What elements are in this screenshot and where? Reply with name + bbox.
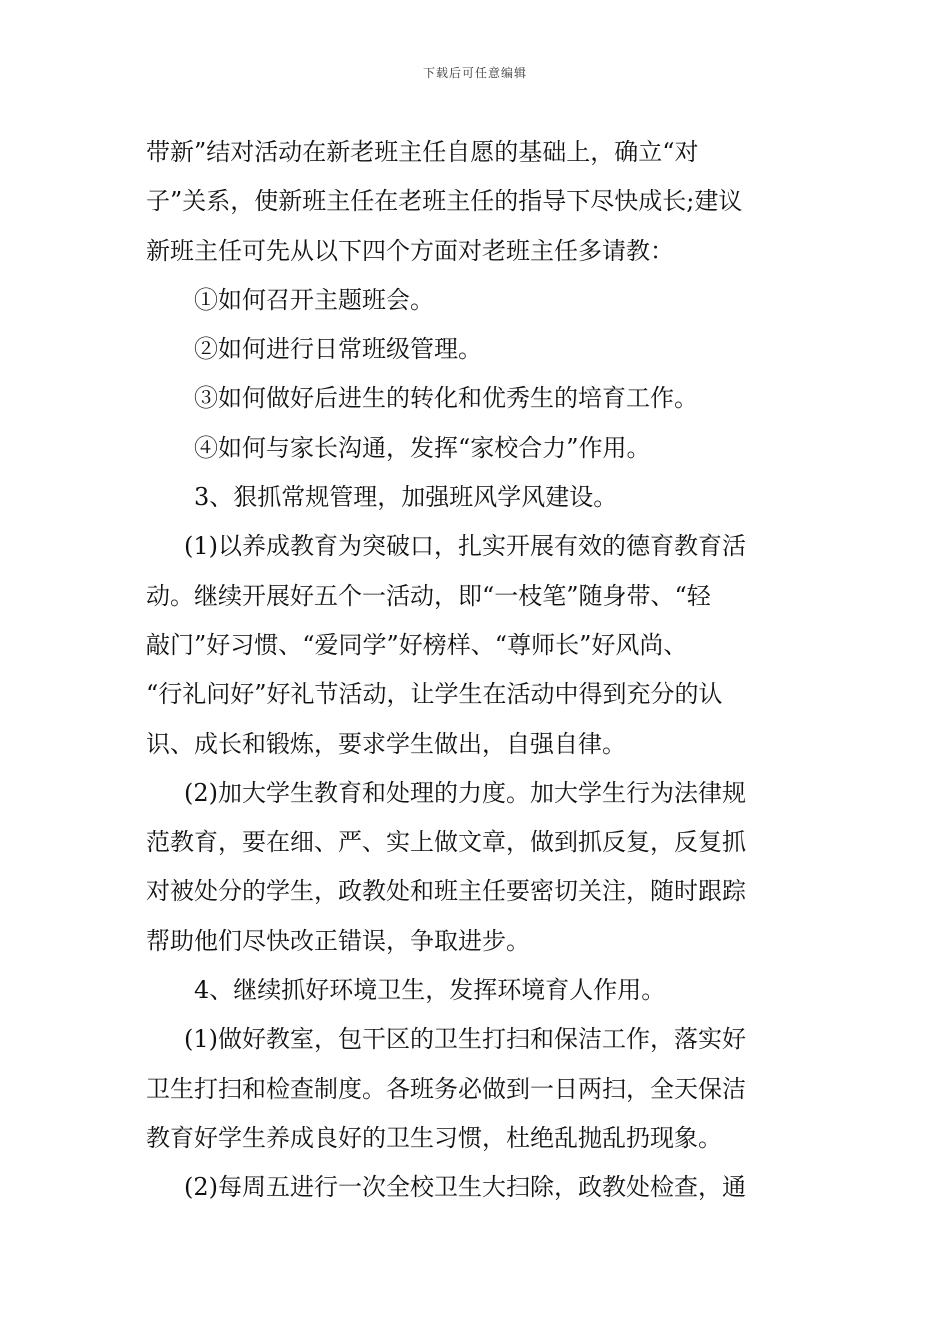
- list-item: ④如何与家长沟通，发挥“家校合力”作用。: [194, 433, 651, 462]
- section-heading: 4、继续抓好环境卫生，发挥环境育人作用。: [194, 976, 666, 1005]
- text-line: 动。继续开展好五个一活动，即“一枝笔”随身带、“轻: [146, 581, 711, 610]
- text-line: 范教育，要在细、严、实上做文章，做到抓反复，反复抓: [146, 828, 746, 857]
- text-line: 帮助他们尽快改正错误，争取进步。: [146, 926, 530, 955]
- text-line: 新班主任可先从以下四个方面对老班主任多请教：: [146, 236, 674, 265]
- document-body: [146, 128, 808, 1213]
- list-item: ①如何召开主题班会。: [194, 285, 434, 314]
- text-line: 对被处分的学生，政教处和班主任要密切关注，随时跟踪: [146, 877, 746, 906]
- text-line: (1)以养成教育为突破口，扎实开展有效的德育教育活: [184, 532, 746, 561]
- text-line: 识、成长和锻炼，要求学生做出，自强自律。: [146, 729, 626, 758]
- text-line: “行礼问好”好礼节活动，让学生在活动中得到充分的认: [146, 680, 723, 709]
- text-line: (2)每周五进行一次全校卫生大扫除，政教处检查，通: [184, 1173, 746, 1202]
- text-line: 子”关系，使新班主任在老班主任的指导下尽快成长;建议: [146, 187, 743, 216]
- section-heading: 3、狠抓常规管理，加强班风学风建设。: [194, 483, 618, 512]
- text-line: 敲门”好习惯、“爱同学”好榜样、“尊师长”好风尚、: [146, 630, 688, 659]
- text-line: 带新”结对活动在新老班主任自愿的基础上，确立“对: [146, 138, 699, 166]
- text-line: (2)加大学生教育和处理的力度。加大学生行为法律规: [184, 778, 746, 807]
- page-header: 下载后可任意编辑: [422, 66, 527, 80]
- text-line: 卫生打扫和检查制度。各班务必做到一日两扫，全天保洁: [146, 1074, 746, 1103]
- text-line: (1)做好教室，包干区的卫生打扫和保洁工作，落实好: [184, 1025, 746, 1054]
- text-line: 教育好学生养成良好的卫生习惯，杜绝乱抛乱扔现象。: [146, 1123, 722, 1152]
- list-item: ③如何做好后进生的转化和优秀生的培育工作。: [194, 384, 698, 413]
- list-item: ②如何进行日常班级管理。: [194, 335, 482, 364]
